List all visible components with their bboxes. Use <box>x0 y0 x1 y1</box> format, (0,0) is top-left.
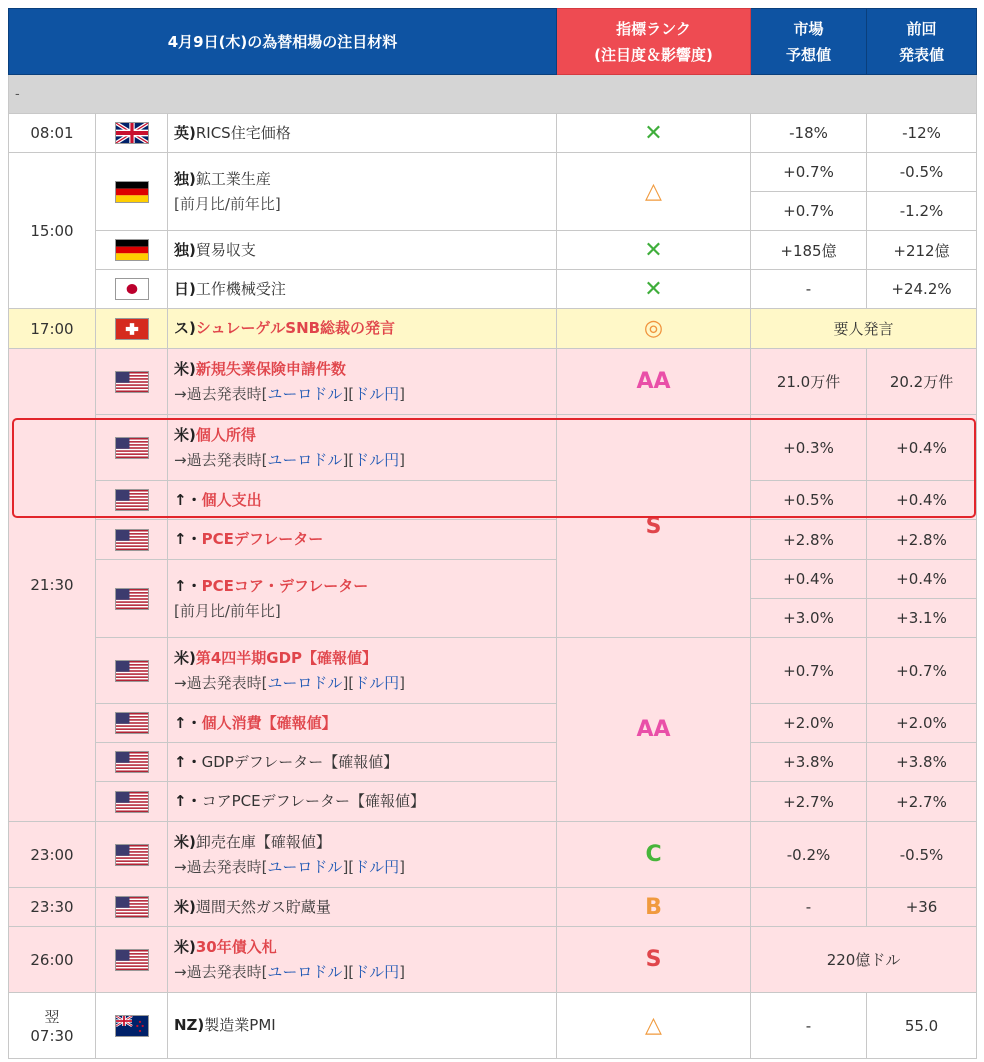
flag-cell <box>96 782 168 822</box>
eurusd-link[interactable]: ユーロドル <box>267 384 343 403</box>
table-row <box>9 560 977 599</box>
previous-cell: +2.7% <box>867 782 977 822</box>
time-cell: 23:30 <box>9 888 96 927</box>
country-code: ↑・ <box>174 490 202 509</box>
table-row <box>9 927 977 993</box>
flag-cell <box>96 927 168 993</box>
previous-cell: +212億 <box>867 231 977 270</box>
header-forecast-line1: 市場 <box>793 19 824 38</box>
previous-cell: -0.5% <box>867 153 977 192</box>
us-flag-icon <box>115 791 149 813</box>
rank-cell <box>557 270 751 309</box>
previous-cell: +0.4% <box>867 481 977 520</box>
rank-cell <box>557 415 751 638</box>
eurusd-link[interactable]: ユーロドル <box>267 857 343 876</box>
time-cell: 23:00 <box>9 822 96 888</box>
country-code: 独) <box>174 240 196 259</box>
rank-cell <box>557 638 751 822</box>
us-flag-icon <box>115 844 149 866</box>
forecast-cell: +0.7% <box>751 638 867 704</box>
country-code: 米) <box>174 359 196 378</box>
country-code: 米) <box>174 425 196 444</box>
forecast-cell: +0.4% <box>751 560 867 599</box>
us-flag-icon <box>115 896 149 918</box>
indicator-label: PCEコア・デフレーター <box>201 576 369 595</box>
indicator-name <box>168 349 557 415</box>
indicator-name <box>168 638 557 704</box>
history-prefix: →過去発表時[ <box>174 857 268 876</box>
previous-cell: +0.7% <box>867 638 977 704</box>
double-circle-icon: ◎ <box>643 316 664 341</box>
header-previous-line2: 発表値 <box>899 45 945 64</box>
table-row <box>9 270 977 309</box>
rank-badge: S <box>645 513 662 539</box>
eurusd-link[interactable]: ユーロドル <box>267 673 343 692</box>
us-flag-icon <box>115 529 149 551</box>
indicator-sub: [前月比/前年比] <box>174 601 281 620</box>
table-row <box>9 782 977 822</box>
us-flag-icon <box>115 437 149 459</box>
country-code: 米) <box>174 897 196 916</box>
header-rank-line2: (注目度＆影響度) <box>594 45 713 64</box>
table-row <box>9 231 977 270</box>
history-mid: ][ <box>342 857 355 876</box>
country-code: 米) <box>174 648 196 667</box>
forecast-cell: -0.2% <box>751 822 867 888</box>
indicator-label: GDPデフレーター【確報値】 <box>201 752 399 771</box>
country-code: 英) <box>174 123 196 142</box>
indicator-name <box>168 704 557 743</box>
forecast-cell: +0.5% <box>751 481 867 520</box>
rank-cell <box>557 822 751 888</box>
forecast-cell: -18% <box>751 114 867 153</box>
history-prefix: →過去発表時[ <box>174 673 268 692</box>
eurusd-link[interactable]: ユーロドル <box>267 962 343 981</box>
forecast-cell: +185億 <box>751 231 867 270</box>
indicator-name <box>168 927 557 993</box>
indicator-label: 週間天然ガス貯蔵量 <box>195 897 331 916</box>
header-forecast-line2: 予想値 <box>786 45 832 64</box>
rank-badge: B <box>645 894 662 920</box>
us-flag-icon <box>115 588 149 610</box>
indicator-name <box>168 520 557 560</box>
us-flag-icon <box>115 949 149 971</box>
rank-cell <box>557 114 751 153</box>
previous-cell: 55.0 <box>867 993 977 1059</box>
indicator-name <box>168 114 557 153</box>
flag-cell <box>96 153 168 231</box>
table-row <box>9 415 977 481</box>
table-row <box>9 481 977 520</box>
indicator-name <box>168 481 557 520</box>
header-title: 4月9日(木)の為替相場の注目材料 <box>9 9 557 75</box>
previous-cell: +3.1% <box>867 599 977 638</box>
header-row <box>9 9 977 75</box>
indicator-label: 製造業PMI <box>204 1016 276 1034</box>
germany-flag-icon <box>115 239 149 261</box>
flag-cell <box>96 993 168 1059</box>
country-code: 米) <box>174 937 196 956</box>
country-code: ↑・ <box>174 752 202 771</box>
country-code: 日) <box>174 279 196 298</box>
forecast-cell: 21.0万件 <box>751 349 867 415</box>
history-mid: ][ <box>342 673 355 692</box>
cross-icon: ✕ <box>644 237 663 263</box>
flag-cell <box>96 560 168 638</box>
us-flag-icon <box>115 489 149 511</box>
forecast-cell: - <box>751 888 867 927</box>
usdjpy-link[interactable]: ドル円 <box>354 962 400 981</box>
triangle-icon: △ <box>645 179 662 204</box>
previous-cell: +2.8% <box>867 520 977 560</box>
flag-cell <box>96 822 168 888</box>
header-previous <box>867 9 977 75</box>
indicator-label: 新規失業保険申請件数 <box>195 359 346 378</box>
history-mid: ][ <box>342 450 355 469</box>
rank-badge: AA <box>636 369 671 394</box>
time-next-day: 翌 <box>44 1008 60 1026</box>
indicator-name <box>168 743 557 782</box>
triangle-icon: △ <box>645 1013 662 1038</box>
us-flag-icon <box>115 712 149 734</box>
usdjpy-link[interactable]: ドル円 <box>354 384 400 403</box>
table-row <box>9 349 977 415</box>
previous-cell: +36 <box>867 888 977 927</box>
time-cell: 15:00 <box>9 153 96 309</box>
previous-cell: 20.2万件 <box>867 349 977 415</box>
header-rank-line1: 指標ランク <box>616 19 691 38</box>
table-row <box>9 520 977 560</box>
table-row <box>9 743 977 782</box>
flag-cell <box>96 888 168 927</box>
header-previous-line1: 前回 <box>906 19 937 38</box>
previous-cell: -1.2% <box>867 192 977 231</box>
usdjpy-link[interactable]: ドル円 <box>354 857 400 876</box>
table-row <box>9 309 977 349</box>
merged-value-cell: 220億ドル <box>751 927 977 993</box>
forecast-cell: +0.3% <box>751 415 867 481</box>
usdjpy-link[interactable]: ドル円 <box>354 450 400 469</box>
header-forecast <box>751 9 867 75</box>
history-suffix: ] <box>399 450 406 469</box>
usdjpy-link[interactable]: ドル円 <box>354 673 400 692</box>
time-cell <box>9 993 96 1059</box>
indicator-label: 工作機械受注 <box>195 279 286 298</box>
merged-value-cell: 要人発言 <box>751 309 977 349</box>
rank-cell <box>557 309 751 349</box>
indicator-label: コアPCEデフレーター【確報値】 <box>201 792 425 810</box>
forecast-cell: +0.7% <box>751 153 867 192</box>
previous-cell: +24.2% <box>867 270 977 309</box>
country-code: ↑・ <box>174 576 202 595</box>
country-code: ↑・ <box>174 792 202 810</box>
forecast-cell: +2.7% <box>751 782 867 822</box>
flag-cell <box>96 481 168 520</box>
indicator-name <box>168 270 557 309</box>
indicator-label: 第4四半期GDP【確報値】 <box>195 648 378 667</box>
rank-cell <box>557 231 751 270</box>
indicator-name <box>168 415 557 481</box>
rank-cell <box>557 349 751 415</box>
indicator-name <box>168 888 557 927</box>
swiss-flag-icon <box>115 318 149 340</box>
forecast-cell: +0.7% <box>751 192 867 231</box>
rank-badge: S <box>645 947 662 972</box>
flag-cell <box>96 638 168 704</box>
indicator-name <box>168 993 557 1059</box>
history-prefix: →過去発表時[ <box>174 962 268 981</box>
us-flag-icon <box>115 751 149 773</box>
indicator-label: シュレーゲルSNB総裁の発言 <box>195 319 396 337</box>
forecast-cell: +3.8% <box>751 743 867 782</box>
country-code: 独) <box>174 169 196 188</box>
rank-badge: AA <box>636 717 671 742</box>
time-value: 07:30 <box>30 1027 74 1045</box>
flag-cell <box>96 270 168 309</box>
country-code: ス) <box>174 319 196 337</box>
indicator-label: 個人所得 <box>195 425 256 444</box>
indicator-name <box>168 231 557 270</box>
indicator-label: 30年債入札 <box>195 937 277 956</box>
previous-cell: +2.0% <box>867 704 977 743</box>
history-suffix: ] <box>399 673 406 692</box>
us-flag-icon <box>115 371 149 393</box>
flag-cell <box>96 349 168 415</box>
indicator-label: 卸売在庫【確報値】 <box>195 832 331 851</box>
table-row <box>9 993 977 1059</box>
flag-cell <box>96 415 168 481</box>
country-code: ↑・ <box>174 530 202 548</box>
cross-icon: ✕ <box>644 120 663 146</box>
forecast-cell: +2.0% <box>751 704 867 743</box>
rank-cell <box>557 993 751 1059</box>
time-cell: 08:01 <box>9 114 96 153</box>
dash-row <box>9 75 977 114</box>
history-mid: ][ <box>342 962 355 981</box>
indicator-label: 個人消費【確報値】 <box>201 713 337 732</box>
country-code: 米) <box>174 832 196 851</box>
rank-cell <box>557 927 751 993</box>
table-row <box>9 153 977 192</box>
history-suffix: ] <box>399 962 406 981</box>
forecast-cell: +3.0% <box>751 599 867 638</box>
indicator-label: RICS住宅価格 <box>195 123 291 142</box>
history-suffix: ] <box>399 384 406 403</box>
indicator-label: 鉱工業生産 <box>195 169 271 188</box>
table-row <box>9 888 977 927</box>
previous-cell: +3.8% <box>867 743 977 782</box>
indicator-label: 個人支出 <box>201 490 262 509</box>
germany-flag-icon <box>115 181 149 203</box>
nz-flag-icon <box>115 1015 149 1037</box>
indicator-name <box>168 782 557 822</box>
japan-flag-icon <box>115 278 149 300</box>
us-flag-icon <box>115 660 149 682</box>
forecast-cell: - <box>751 270 867 309</box>
history-prefix: →過去発表時[ <box>174 384 268 403</box>
table-row <box>9 822 977 888</box>
table-row <box>9 114 977 153</box>
uk-flag-icon <box>115 122 149 144</box>
rank-cell <box>557 153 751 231</box>
rank-cell <box>557 888 751 927</box>
time-cell: 21:30 <box>9 349 96 822</box>
forecast-cell: +2.8% <box>751 520 867 560</box>
table-row <box>9 704 977 743</box>
previous-cell: -12% <box>867 114 977 153</box>
flag-cell <box>96 114 168 153</box>
time-cell: 26:00 <box>9 927 96 993</box>
indicator-name <box>168 822 557 888</box>
flag-cell <box>96 743 168 782</box>
flag-cell <box>96 704 168 743</box>
eurusd-link[interactable]: ユーロドル <box>267 450 343 469</box>
rank-badge: C <box>645 842 662 867</box>
table-row <box>9 638 977 704</box>
flag-cell <box>96 231 168 270</box>
previous-cell: +0.4% <box>867 415 977 481</box>
previous-cell: +0.4% <box>867 560 977 599</box>
forecast-cell: - <box>751 993 867 1059</box>
cross-icon: ✕ <box>644 276 663 302</box>
previous-cell: -0.5% <box>867 822 977 888</box>
country-code: ↑・ <box>174 713 202 732</box>
indicator-sub: [前月比/前年比] <box>174 194 281 213</box>
flag-cell <box>96 309 168 349</box>
economic-calendar-table <box>8 8 977 1059</box>
flag-cell <box>96 520 168 560</box>
indicator-label: 貿易収支 <box>195 240 256 259</box>
indicator-label: PCEデフレーター <box>201 530 324 548</box>
history-mid: ][ <box>342 384 355 403</box>
country-code: NZ) <box>174 1016 205 1034</box>
history-prefix: →過去発表時[ <box>174 450 268 469</box>
indicator-name <box>168 153 557 231</box>
history-suffix: ] <box>399 857 406 876</box>
time-cell: 17:00 <box>9 309 96 349</box>
header-rank <box>557 9 751 75</box>
indicator-name <box>168 309 557 349</box>
indicator-name <box>168 560 557 638</box>
dash-cell: - <box>9 75 977 114</box>
